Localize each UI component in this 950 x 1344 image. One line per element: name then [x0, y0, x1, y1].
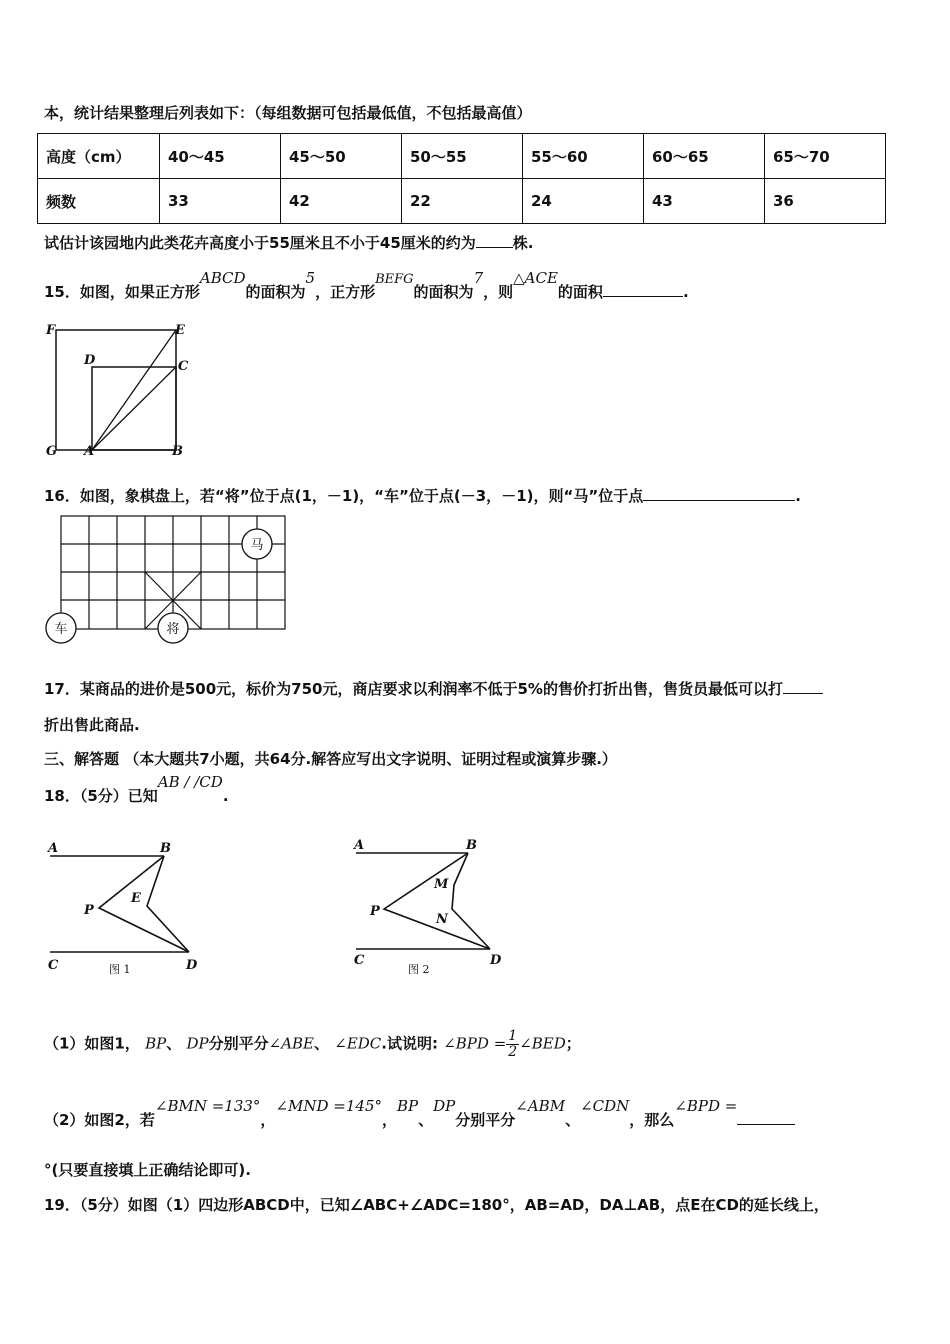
- table-cell: 高度（cm）: [38, 134, 160, 179]
- math-bpd: ∠BPD =: [443, 1034, 507, 1053]
- q18-1-text: （1）如图1，: [44, 1034, 140, 1053]
- q14-text: 试估计该园地内此类花卉高度小于55厘米且不小于45厘米的约为: [44, 234, 476, 252]
- q18-1-text: 、: [314, 1034, 330, 1053]
- question-17: [44, 679, 823, 698]
- label-P: P: [370, 904, 380, 919]
- q15-text: 的面积: [557, 283, 603, 301]
- q18-1-text: ；: [565, 1034, 581, 1053]
- question-18: [44, 773, 229, 805]
- math-abm: ∠ABM: [515, 1097, 566, 1115]
- table-cell: 43: [644, 179, 765, 224]
- table-cell: 24: [523, 179, 644, 224]
- label-D: D: [490, 953, 502, 968]
- q18-2-text: ，那么: [629, 1111, 675, 1129]
- math-dp: DP: [433, 1097, 456, 1115]
- q18-text: .: [222, 787, 229, 805]
- q16-text: .: [795, 487, 801, 505]
- table-cell: 45～50: [281, 134, 402, 179]
- q18-2-text: 、: [565, 1111, 581, 1129]
- math-abcd: ABCD: [199, 269, 246, 287]
- q18-2-text: ，: [260, 1111, 276, 1129]
- label-P: P: [84, 903, 94, 918]
- answer-blank: [783, 679, 823, 694]
- figure-15-squares: [42, 322, 202, 462]
- label-A: A: [84, 444, 95, 459]
- label-E: E: [175, 323, 185, 338]
- q15-text: 15．如图，如果正方形: [44, 283, 200, 301]
- answer-blank: [737, 1110, 795, 1125]
- q18-1-text: .试说明:: [381, 1034, 438, 1053]
- answer-blank: [643, 486, 795, 501]
- label-B: B: [160, 841, 171, 856]
- q14-tail: [44, 233, 533, 252]
- q18-2-text: （2）如图2，若: [44, 1111, 155, 1129]
- math-value: 7: [473, 269, 484, 287]
- q18-2-text: 、: [418, 1111, 434, 1129]
- q18-1-text: 分别平分: [208, 1034, 269, 1053]
- math-dp: DP: [186, 1034, 209, 1053]
- label-A: A: [48, 841, 59, 856]
- question-17-line2: 折出售此商品.: [44, 716, 140, 734]
- figure-18-1: [44, 836, 244, 986]
- table-cell: 频数: [38, 179, 160, 224]
- math-cdn: ∠CDN: [580, 1097, 630, 1115]
- math-mnd: ∠MND =145°: [275, 1097, 382, 1115]
- q18-text: 18．（5分）已知: [44, 787, 158, 805]
- frequency-table: [37, 133, 886, 224]
- label-B: B: [466, 838, 477, 853]
- math-value: 5: [305, 269, 316, 287]
- question-18-part2-tail: °(只要直接填上正确结论即可).: [44, 1161, 251, 1179]
- intro-text: 本，统计结果整理后列表如下：（每组数据可包括最低值，不包括最高值）: [44, 104, 532, 122]
- label-N: N: [436, 912, 448, 927]
- math-bp: BP: [145, 1034, 167, 1053]
- jiang-label: 将: [166, 622, 180, 637]
- math-ace: △ACE: [513, 269, 558, 287]
- q18-2-text: 分别平分: [455, 1111, 516, 1129]
- table-cell: 60～65: [644, 134, 765, 179]
- question-16: [44, 486, 801, 505]
- q14-suffix: 株.: [512, 234, 534, 252]
- chess-board-figure: [44, 514, 294, 644]
- label-C: C: [48, 958, 59, 973]
- math-bp: BP: [397, 1097, 419, 1115]
- label-F: F: [46, 323, 56, 338]
- figure-caption: 图 1: [109, 963, 131, 976]
- question-18-part1: [44, 1029, 581, 1059]
- figure-18-2: [350, 833, 550, 983]
- label-M: M: [434, 877, 449, 892]
- q15-text: ，则: [483, 283, 514, 301]
- q18-1-text: 、: [166, 1034, 182, 1053]
- q15-text: 的面积为: [413, 283, 474, 301]
- math-bed: ∠BED: [519, 1034, 566, 1053]
- answer-blank: [603, 282, 683, 297]
- q16-text: 16．如图，象棋盘上，若“将”位于点(1，－1)，“车”位于点(－3，－1)，则“马”位于点: [44, 487, 644, 505]
- math-bpd: ∠BPD =: [674, 1097, 738, 1115]
- fraction-numerator: 1: [508, 1028, 518, 1044]
- ma-label: 马: [250, 538, 264, 553]
- table-cell: 36: [765, 179, 886, 224]
- question-18-part2: [44, 1097, 795, 1129]
- math-befg: BEFG: [375, 272, 414, 287]
- table-cell: 42: [281, 179, 402, 224]
- answer-blank: [476, 233, 513, 248]
- label-C: C: [354, 953, 365, 968]
- section-3-heading: 三、解答题 （本大题共7小题，共64分.解答应写出文字说明、证明过程或演算步骤.）: [44, 750, 617, 768]
- table-cell: 33: [160, 179, 281, 224]
- label-D: D: [186, 958, 198, 973]
- math-abe: ∠ABE: [268, 1034, 314, 1053]
- label-G: G: [46, 444, 58, 459]
- table-cell: 65～70: [765, 134, 886, 179]
- q18-2-text: ，: [381, 1111, 397, 1129]
- figure-caption: 图 2: [408, 963, 430, 976]
- question-15: [44, 269, 689, 302]
- label-C: C: [178, 359, 189, 374]
- table-cell: 50～55: [402, 134, 523, 179]
- q17-text: 17．某商品的进价是500元，标价为750元，商店要求以利润率不低于5%的售价打折出售，售货员最低可以打: [44, 680, 783, 698]
- math-bmn: ∠BMN =133°: [154, 1097, 261, 1115]
- table-cell: 55～60: [523, 134, 644, 179]
- label-D: D: [84, 353, 96, 368]
- q15-text: .: [682, 283, 689, 301]
- question-19: 19．（5分）如图（1）四边形ABCD中，已知∠ABC+∠ADC=180°，AB=AD，DA⊥AB，点E在CD的延长线上，: [44, 1196, 829, 1214]
- label-E: E: [131, 891, 141, 906]
- table-cell: 22: [402, 179, 523, 224]
- label-A: A: [354, 838, 365, 853]
- table-row: [38, 134, 886, 179]
- q15-text: 的面积为: [245, 283, 306, 301]
- math-edc: ∠EDC: [334, 1034, 382, 1053]
- q15-text: ，正方形: [315, 283, 376, 301]
- fraction-denominator: 2: [508, 1043, 518, 1060]
- fraction-half: [506, 1029, 519, 1059]
- che-label: 车: [54, 622, 68, 637]
- math-parallel: AB / /CD: [157, 773, 223, 791]
- table-row: [38, 179, 886, 224]
- label-B: B: [172, 444, 183, 459]
- table-cell: 40～45: [160, 134, 281, 179]
